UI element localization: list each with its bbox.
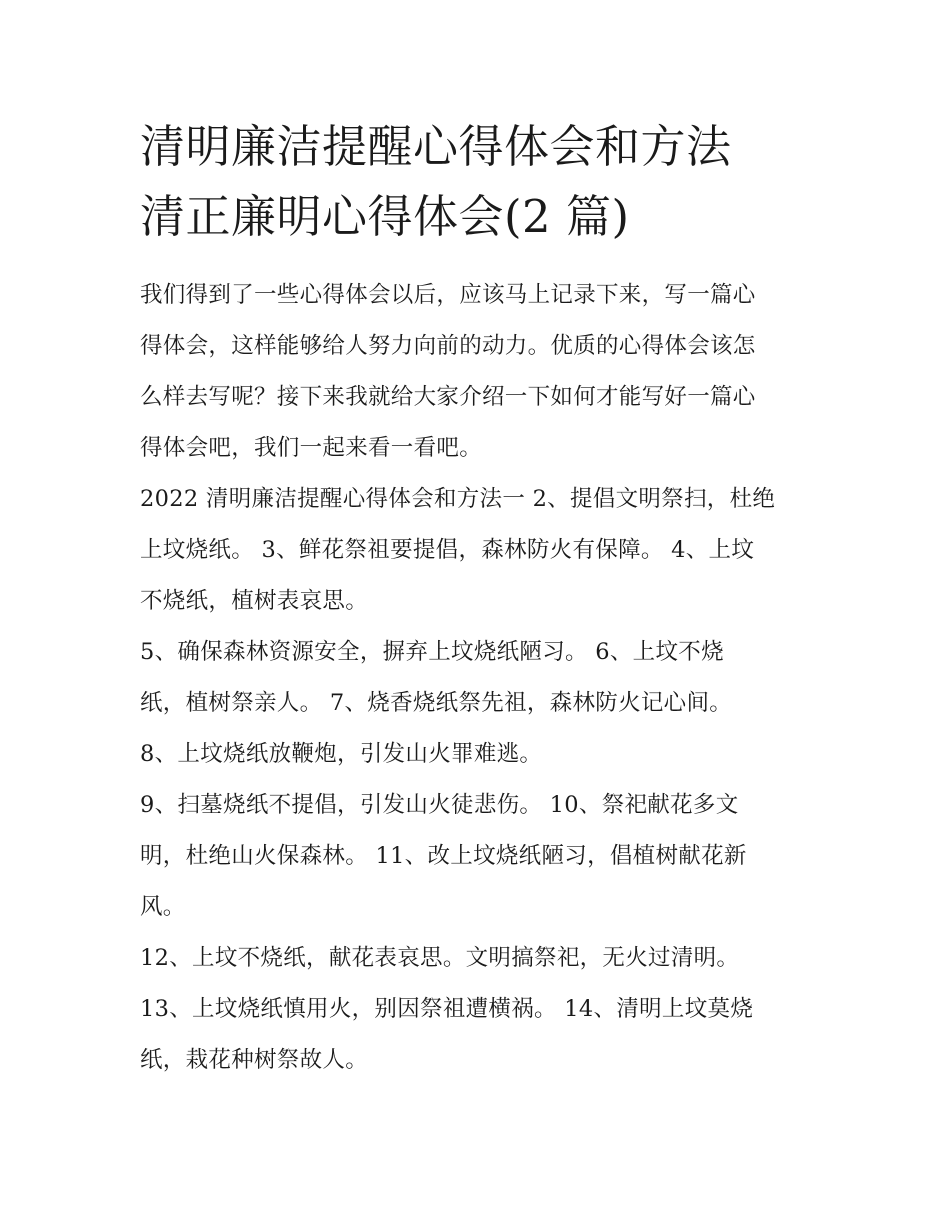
text-line: 13、上坟烧纸慎用火，别因祭祖遭横祸。 14、清明上坟莫烧 [140,996,754,1022]
title-line: 清明廉洁提醒心得体会和方法 [140,120,732,173]
text-line: 得体会，这样能够给人努力向前的动力。优质的心得体会该怎 [140,333,756,359]
text-line: 12、上坟不烧纸，献花表哀思。文明搞祭祀，无火过清明。 [140,945,740,971]
paragraph-intro [140,270,820,474]
text-line: 明，杜绝山火保森林。 11、改上坟烧纸陋习，倡植树献花新 [140,843,747,869]
text-line: 5、确保森林资源安全，摒弃上坟烧纸陋习。 6、上坟不烧 [140,639,724,665]
text-line: 2022 清明廉洁提醒心得体会和方法一 2、提倡文明祭扫，杜绝 [140,486,776,512]
paragraph-slogans-5 [140,933,820,984]
paragraph-slogans-1 [140,474,820,627]
paragraph-slogans-6 [140,984,820,1086]
paragraph-slogans-4 [140,780,820,933]
text-line: 纸，植树祭亲人。 7、烧香烧纸祭先祖，森林防火记心间。 [140,690,733,716]
text-line: 8、上坟烧纸放鞭炮，引发山火罪难逃。 [140,741,543,767]
text-line: 得体会吧，我们一起来看一看吧。 [140,435,483,461]
text-line: 9、扫墓烧纸不提倡，引发山火徒悲伤。 10、祭祀献花多文 [140,792,739,818]
text-line: 么样去写呢？接下来我就给大家介绍一下如何才能写好一篇心 [140,384,756,410]
paragraph-slogans-3 [140,729,820,780]
title-line: 清正廉明心得体会(2 篇) [140,190,630,243]
document-body [140,112,820,1086]
paragraph-slogans-2 [140,627,820,729]
text-line: 纸，栽花种树祭故人。 [140,1047,369,1073]
text-line: 风。 [140,894,186,920]
document-title [140,112,820,252]
text-line: 我们得到了一些心得体会以后，应该马上记录下来，写一篇心 [140,282,756,308]
text-line: 不烧纸，植树表哀思。 [140,588,369,614]
text-line: 上坟烧纸。 3、鲜花祭祖要提倡，森林防火有保障。 4、上坟 [140,537,755,563]
